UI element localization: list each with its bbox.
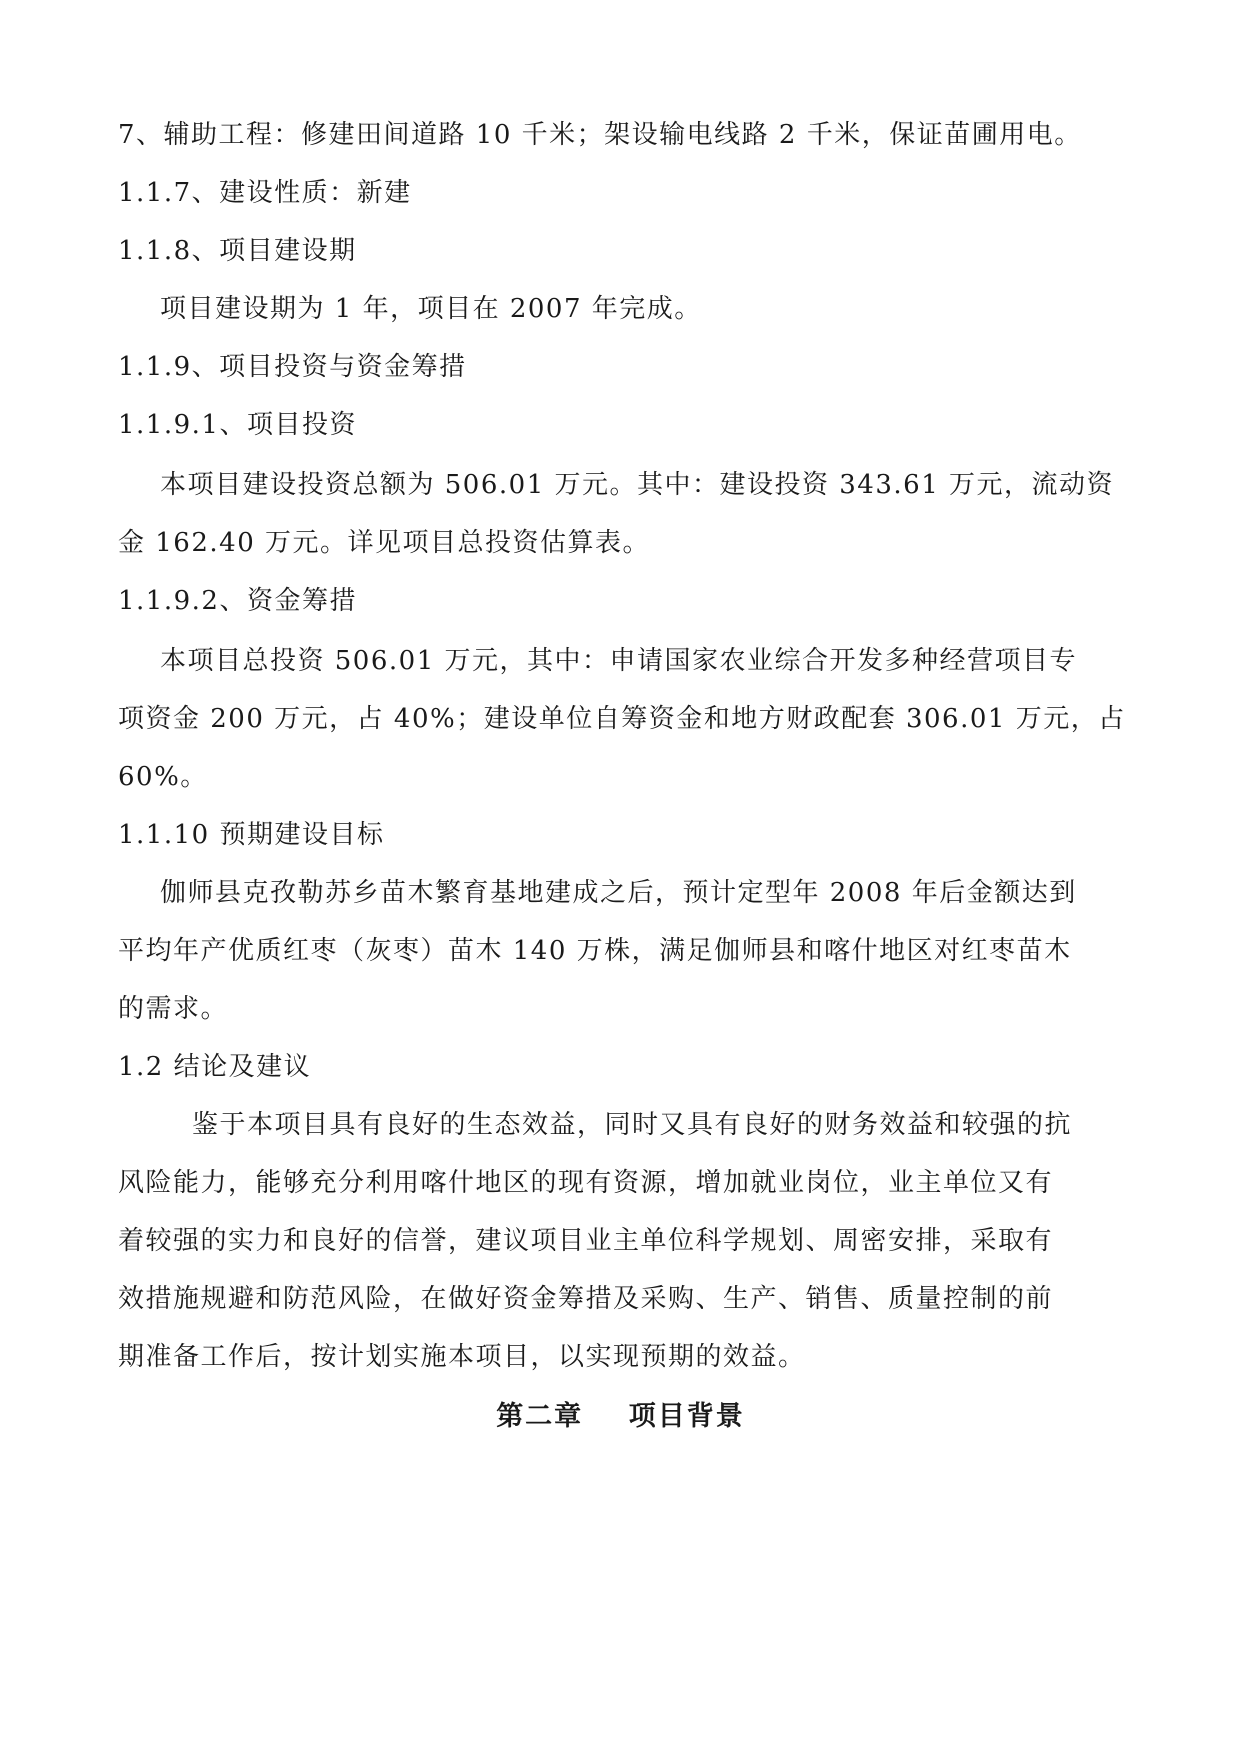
conclusion-paragraph-line-3: 着较强的实力和良好的信誉，建议项目业主单位科学规划、周密安排，采取有 (118, 1226, 1054, 1256)
target-paragraph-line-1: 伽师县克孜勒苏乡苗木繁育基地建成之后，预计定型年 2008 年后金额达到 (160, 878, 1077, 908)
section-1-1-9-heading: 1.1.9、项目投资与资金筹措 (118, 352, 467, 382)
section-1-1-9-1-heading: 1.1.9.1、项目投资 (118, 410, 357, 440)
section-1-2-heading: 1.2 结论及建议 (118, 1052, 312, 1082)
financing-paragraph-line-1: 本项目总投资 506.01 万元，其中：申请国家农业综合开发多种经营项目专 (160, 646, 1078, 676)
target-paragraph-line-2: 平均年产优质红枣（灰枣）苗木 140 万株，满足伽师县和喀什地区对红枣苗木 (118, 936, 1072, 966)
financing-paragraph-line-2: 项资金 200 万元，占 40%；建设单位自筹资金和地方财政配套 306.01 万元，占 (118, 704, 1126, 734)
section-1-1-8-heading: 1.1.8、项目建设期 (118, 236, 357, 266)
section-1-1-7-heading: 1.1.7、建设性质：新建 (118, 178, 412, 208)
conclusion-paragraph-line-1: 鉴于本项目具有良好的生态效益，同时又具有良好的财务效益和较强的抗 (192, 1110, 1073, 1140)
conclusion-paragraph-line-4: 效措施规避和防范风险，在做好资金筹措及采购、生产、销售、质量控制的前 (118, 1284, 1054, 1314)
target-paragraph-line-3: 的需求。 (118, 994, 229, 1024)
section-1-1-10-heading: 1.1.10 预期建设目标 (118, 820, 385, 850)
auxiliary-works-line: 7、辅助工程：修建田间道路 10 千米；架设输电线路 2 千米，保证苗圃用电。 (118, 120, 1082, 150)
section-1-1-9-2-heading: 1.1.9.2、资金筹措 (118, 586, 357, 616)
financing-paragraph-line-3: 60%。 (118, 762, 208, 792)
conclusion-paragraph-line-2: 风险能力，能够充分利用喀什地区的现有资源，增加就业岗位，业主单位又有 (118, 1168, 1054, 1198)
investment-paragraph-line-1: 本项目建设投资总额为 506.01 万元。其中：建设投资 343.61 万元，流动资 (160, 470, 1115, 500)
chapter-two-heading: 第二章 项目背景 (496, 1401, 745, 1432)
conclusion-paragraph-line-5: 期准备工作后，按计划实施本项目，以实现预期的效益。 (118, 1342, 806, 1372)
construction-period-paragraph: 项目建设期为 1 年，项目在 2007 年完成。 (160, 294, 702, 324)
investment-paragraph-line-2: 金 162.40 万元。详见项目总投资估算表。 (118, 528, 651, 558)
